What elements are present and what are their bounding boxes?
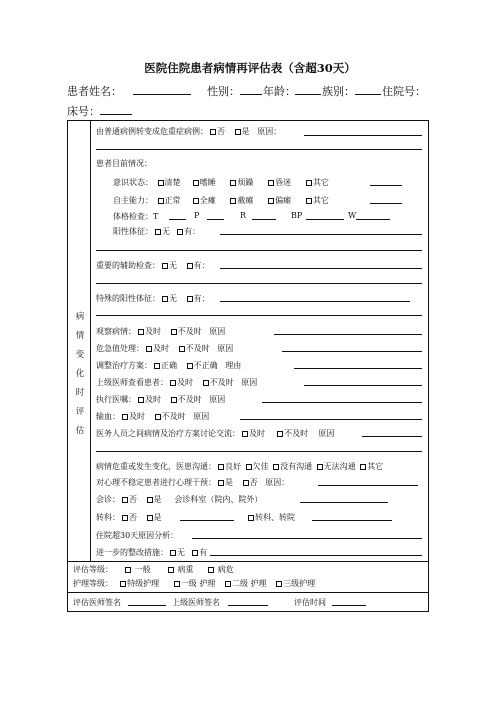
patient-name-field[interactable] (133, 84, 191, 95)
execute-row: 执行医嘱： 及时 不及时 原因 (96, 395, 226, 404)
checkbox[interactable] (122, 515, 128, 521)
side-label-char: 时 (75, 388, 85, 398)
checkbox[interactable] (158, 180, 164, 186)
other-line[interactable] (370, 185, 402, 186)
reason-line[interactable] (274, 334, 422, 335)
consult-row: 会诊： 否 是 会诊科室（院内、院外） (96, 495, 263, 504)
eval-time-line[interactable] (332, 605, 366, 606)
care-row: 护理等级： 特级护理 一级 护理 二级 护理 三级护理 (73, 579, 316, 588)
checkbox[interactable] (276, 581, 282, 587)
checkbox[interactable] (146, 346, 152, 352)
checkbox[interactable] (171, 329, 177, 335)
transfer-line[interactable] (180, 520, 234, 521)
checkbox[interactable] (122, 497, 128, 503)
checkbox[interactable] (138, 329, 144, 335)
checkbox[interactable] (155, 229, 161, 235)
bp-label: BP (291, 211, 303, 220)
status-heading: 患者目前情况： (96, 159, 152, 168)
page-title: 医院住院患者病情再评估表（含超30天） (144, 61, 356, 75)
other-line[interactable] (370, 203, 402, 204)
checkbox[interactable] (268, 180, 274, 186)
sign-superior-label: 上级医师签名 (172, 598, 220, 607)
checkbox[interactable] (208, 567, 214, 573)
checkbox[interactable] (218, 464, 224, 470)
age-label: 年龄： (263, 85, 296, 98)
side-label-char: 变 (75, 350, 85, 360)
checkbox[interactable] (179, 346, 185, 352)
checkbox[interactable] (147, 497, 153, 503)
checkbox[interactable] (242, 431, 248, 437)
bed-no-label: 住院号： (382, 85, 426, 98)
sign-superior-line[interactable] (228, 605, 268, 606)
transfer-opts: 转科、转院 (246, 512, 295, 523)
checkbox[interactable] (193, 198, 199, 204)
checkbox[interactable] (192, 550, 198, 556)
weight-label: W (348, 211, 357, 220)
row-divider (67, 592, 429, 593)
checkbox[interactable] (187, 263, 193, 269)
reason-line[interactable] (318, 485, 418, 486)
critical-value-row: 危急值处理： 及时 不及时 原因 (96, 344, 234, 353)
consult-line[interactable] (300, 502, 388, 503)
side-label-char: 化 (75, 369, 85, 379)
consciousness-row: 意识状态： 清楚 嗜睡 烦躁 昏迷 其它 (113, 178, 329, 187)
improve-row: 进一步的整改措施： 无 有 (96, 548, 208, 557)
reason-line[interactable] (240, 419, 422, 420)
adjust-plan-row: 调整治疗方案： 正确 不正确 理由 (96, 361, 242, 370)
checkbox[interactable] (122, 414, 128, 420)
checkbox[interactable] (317, 464, 323, 470)
checkbox[interactable] (203, 380, 209, 386)
checkbox[interactable] (174, 581, 180, 587)
age-field[interactable] (295, 84, 321, 95)
grade-row: 评估等级： 一般 病重 病危 (73, 565, 234, 574)
transfer-row: 转科： 否 是 (96, 513, 162, 522)
room-label: 床号： (67, 105, 100, 118)
bp-line[interactable] (306, 219, 344, 220)
psych-row: 对心理不稳定患者进行心理干预： 是 否 原因： (96, 478, 290, 487)
aux-exam-row: 重要的辅助检查： 无 有： (96, 261, 210, 270)
notify-row: 病情危重或发生变化，医患沟通： 良好 欠佳 没有沟通 无法沟通 其它 (96, 462, 384, 471)
resp-label: R (240, 211, 247, 220)
exam-row: 体格检查：T (113, 212, 159, 221)
transfer-line[interactable] (312, 520, 392, 521)
checkbox[interactable] (235, 129, 241, 135)
sign-doctor-line[interactable] (128, 605, 166, 606)
patient-name-label: 患者姓名： (67, 85, 122, 98)
checkbox[interactable] (138, 397, 144, 403)
checkbox[interactable] (268, 198, 274, 204)
checkbox[interactable] (171, 397, 177, 403)
over30-label: 住院超30天原因分析： (96, 531, 179, 540)
side-label-char: 情 (75, 331, 85, 341)
checkbox[interactable] (155, 414, 161, 420)
reason-line[interactable] (304, 385, 422, 386)
checkbox[interactable] (147, 515, 153, 521)
checkbox[interactable] (168, 567, 174, 573)
eval-time-label: 评估时间 (294, 598, 326, 607)
side-label-char: 估 (75, 426, 85, 436)
pulse-line[interactable] (207, 219, 224, 220)
side-label-char: 评 (75, 407, 85, 417)
gender-label: 性别： (207, 85, 240, 98)
column-divider (90, 120, 91, 561)
reason-line[interactable] (282, 351, 422, 352)
reason-line[interactable] (362, 436, 422, 437)
blank-line[interactable] (96, 315, 422, 316)
checkbox[interactable] (154, 363, 160, 369)
checkbox[interactable] (243, 480, 249, 486)
checkbox[interactable] (120, 581, 126, 587)
checkbox[interactable] (306, 180, 312, 186)
communicate-row: 医务人员之间病情及治疗方案讨论交流： 及时 不及时 原因 (96, 429, 335, 438)
checkbox[interactable] (125, 567, 131, 573)
reason-line[interactable] (304, 135, 422, 136)
sign-doctor-label: 评估医师签名 (73, 598, 121, 607)
blank-line[interactable] (96, 283, 422, 284)
checkbox[interactable] (248, 515, 254, 521)
reason-line[interactable] (294, 368, 422, 369)
weight-line[interactable] (356, 219, 390, 220)
special-line[interactable] (220, 301, 410, 302)
checkbox[interactable] (187, 296, 193, 302)
selfcare-row: 自主能力： 正常 全瘫 截瘫 偏瘫 其它 (113, 196, 329, 205)
checkbox[interactable] (230, 198, 236, 204)
row-divider (67, 561, 429, 562)
checkbox[interactable] (218, 480, 224, 486)
reason-line[interactable] (96, 149, 422, 150)
checkbox[interactable] (230, 180, 236, 186)
checkbox[interactable] (158, 198, 164, 204)
checkbox[interactable] (170, 550, 176, 556)
reason-line[interactable] (262, 402, 422, 403)
checkbox[interactable] (225, 581, 231, 587)
checkbox[interactable] (306, 198, 312, 204)
resp-line[interactable] (252, 219, 276, 220)
side-label-char: 病 (75, 312, 85, 322)
positive-row: 阳性体征： 无 有： (113, 227, 201, 236)
checkbox[interactable] (246, 464, 252, 470)
transfusion-row: 输血： 及时 不及时 原因 (96, 412, 210, 421)
blank-line[interactable] (96, 451, 422, 452)
checkbox[interactable] (162, 263, 168, 269)
checkbox[interactable] (187, 363, 193, 369)
checkbox[interactable] (177, 229, 183, 235)
observe-row: 观察病情： 及时 不及时 原因 (96, 327, 226, 336)
positive-line[interactable] (220, 234, 422, 235)
dept-label: 族别： (322, 85, 355, 98)
dept-field[interactable] (355, 84, 381, 95)
aux-line[interactable] (220, 268, 422, 269)
checkbox[interactable] (162, 296, 168, 302)
special-sign-row: 特殊的阳性体征： 无 有： (96, 294, 210, 303)
room-field[interactable] (100, 104, 132, 115)
checkbox[interactable] (277, 431, 283, 437)
blank-line[interactable] (96, 250, 422, 251)
checkbox[interactable] (170, 380, 176, 386)
critical-change-row: 由普通病例转变成危重症病例： 否 是 原因： (96, 127, 282, 136)
gender-field[interactable] (240, 84, 262, 95)
temp-line[interactable] (169, 219, 186, 220)
checkbox[interactable] (210, 129, 216, 135)
checkbox[interactable] (273, 464, 279, 470)
improve-line[interactable] (210, 555, 422, 556)
over30-line[interactable] (192, 538, 422, 539)
superior-row: 上级医师查看患者： 及时 不及时 原因 (96, 378, 258, 387)
checkbox[interactable] (193, 180, 199, 186)
checkbox[interactable] (360, 464, 366, 470)
pulse-label: P (194, 211, 200, 220)
